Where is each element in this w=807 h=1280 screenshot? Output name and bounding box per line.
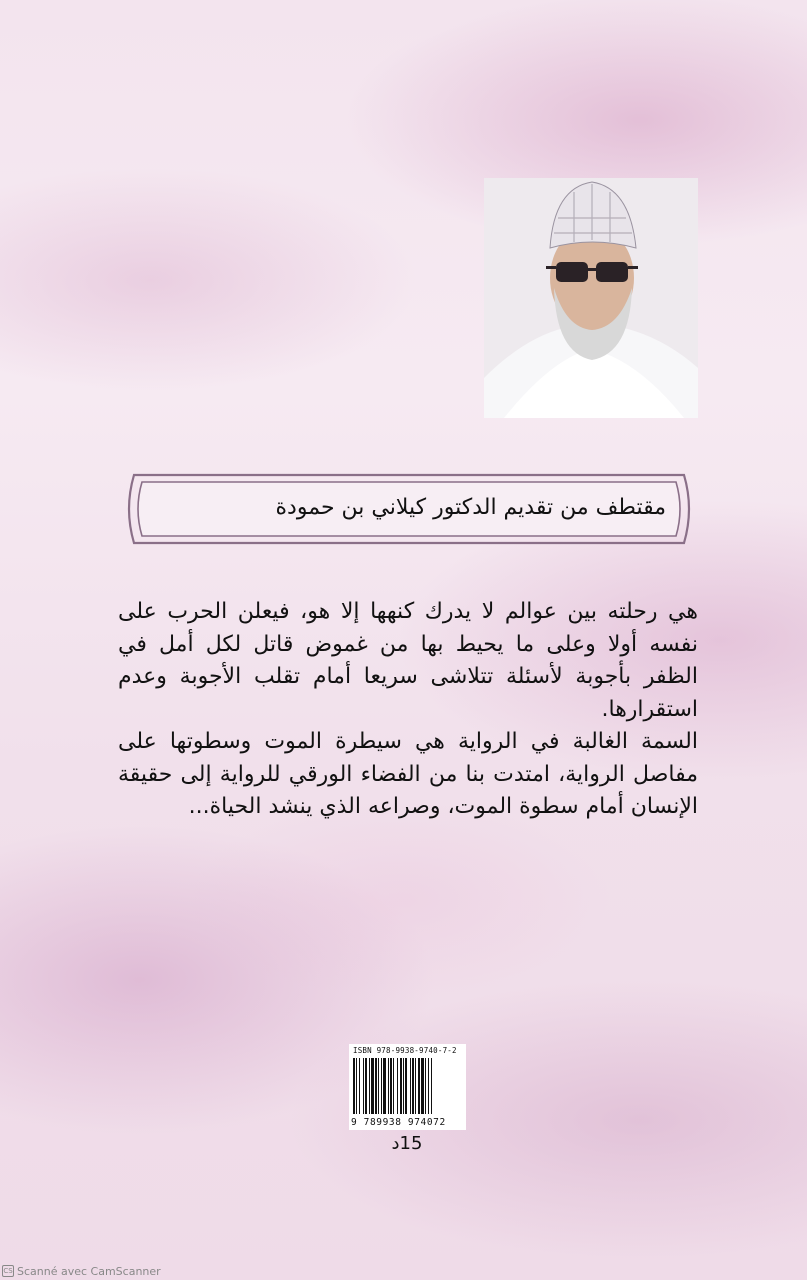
isbn-label: ISBN 978-9938-9740-7-2 <box>353 1046 457 1055</box>
barcode-bar <box>412 1058 414 1114</box>
barcode-bar <box>415 1058 416 1114</box>
barcode-bar <box>393 1058 394 1114</box>
barcode-bar <box>390 1058 392 1114</box>
barcode-bar <box>428 1058 429 1114</box>
barcode-bar <box>403 1058 404 1114</box>
barcode-bars <box>353 1058 462 1114</box>
author-photo <box>484 178 698 418</box>
barcode-bar <box>400 1058 402 1114</box>
blurb-paragraph-2: السمة الغالبة في الرواية هي سيطرة الموت وسطوتها على مفاصل الرواية، امتدت بنا من الفضاء الورقي للرواية إلى حقيقة الإنسان أمام سطوة الموت، وصراعه الذي ينشد الحياة... <box>118 729 698 819</box>
watermark-text: Scanné avec CamScanner <box>17 1264 161 1278</box>
barcode-bar <box>365 1058 367 1114</box>
barcode-bar <box>375 1058 377 1114</box>
barcode-bar <box>381 1058 382 1114</box>
barcode-bar <box>363 1058 364 1114</box>
barcode-bar <box>356 1058 357 1114</box>
isbn-digits: 9 789938 974072 <box>351 1117 446 1128</box>
back-cover-blurb <box>118 596 698 824</box>
barcode-bar <box>388 1058 389 1114</box>
price-label: 15د <box>391 1133 423 1154</box>
banner-title: مقتطف من تقديم الدكتور كيلاني بن حمودة <box>275 495 666 520</box>
barcode-bar <box>359 1058 360 1114</box>
blurb-paragraph-1: هي رحلته بين عوالم لا يدرك كنهها إلا هو، فيعلن الحرب على نفسه أولا وعلى ما يحيط بها من غموض قاتل لكل أمل في الظفر بأجوبة لأسئلة تتلاشى سريعا أمام تقلب الأجوبة وعدم استقرارها. <box>118 599 698 722</box>
barcode-bar <box>397 1058 398 1114</box>
camscanner-icon: CS <box>3 1267 13 1275</box>
barcode-bar <box>405 1058 407 1114</box>
barcode-bar <box>383 1058 386 1114</box>
barcode-bar <box>369 1058 370 1114</box>
barcode-bar <box>410 1058 411 1114</box>
scanner-watermark <box>2 1264 161 1278</box>
barcode-bar <box>418 1058 420 1114</box>
quote-banner <box>122 473 696 545</box>
barcode-bar <box>371 1058 374 1114</box>
barcode-bar <box>421 1058 424 1114</box>
barcode-bar <box>353 1058 355 1114</box>
barcode-bar <box>378 1058 379 1114</box>
barcode-bar <box>425 1058 426 1114</box>
isbn-barcode <box>349 1044 466 1130</box>
barcode-bar <box>431 1058 432 1114</box>
